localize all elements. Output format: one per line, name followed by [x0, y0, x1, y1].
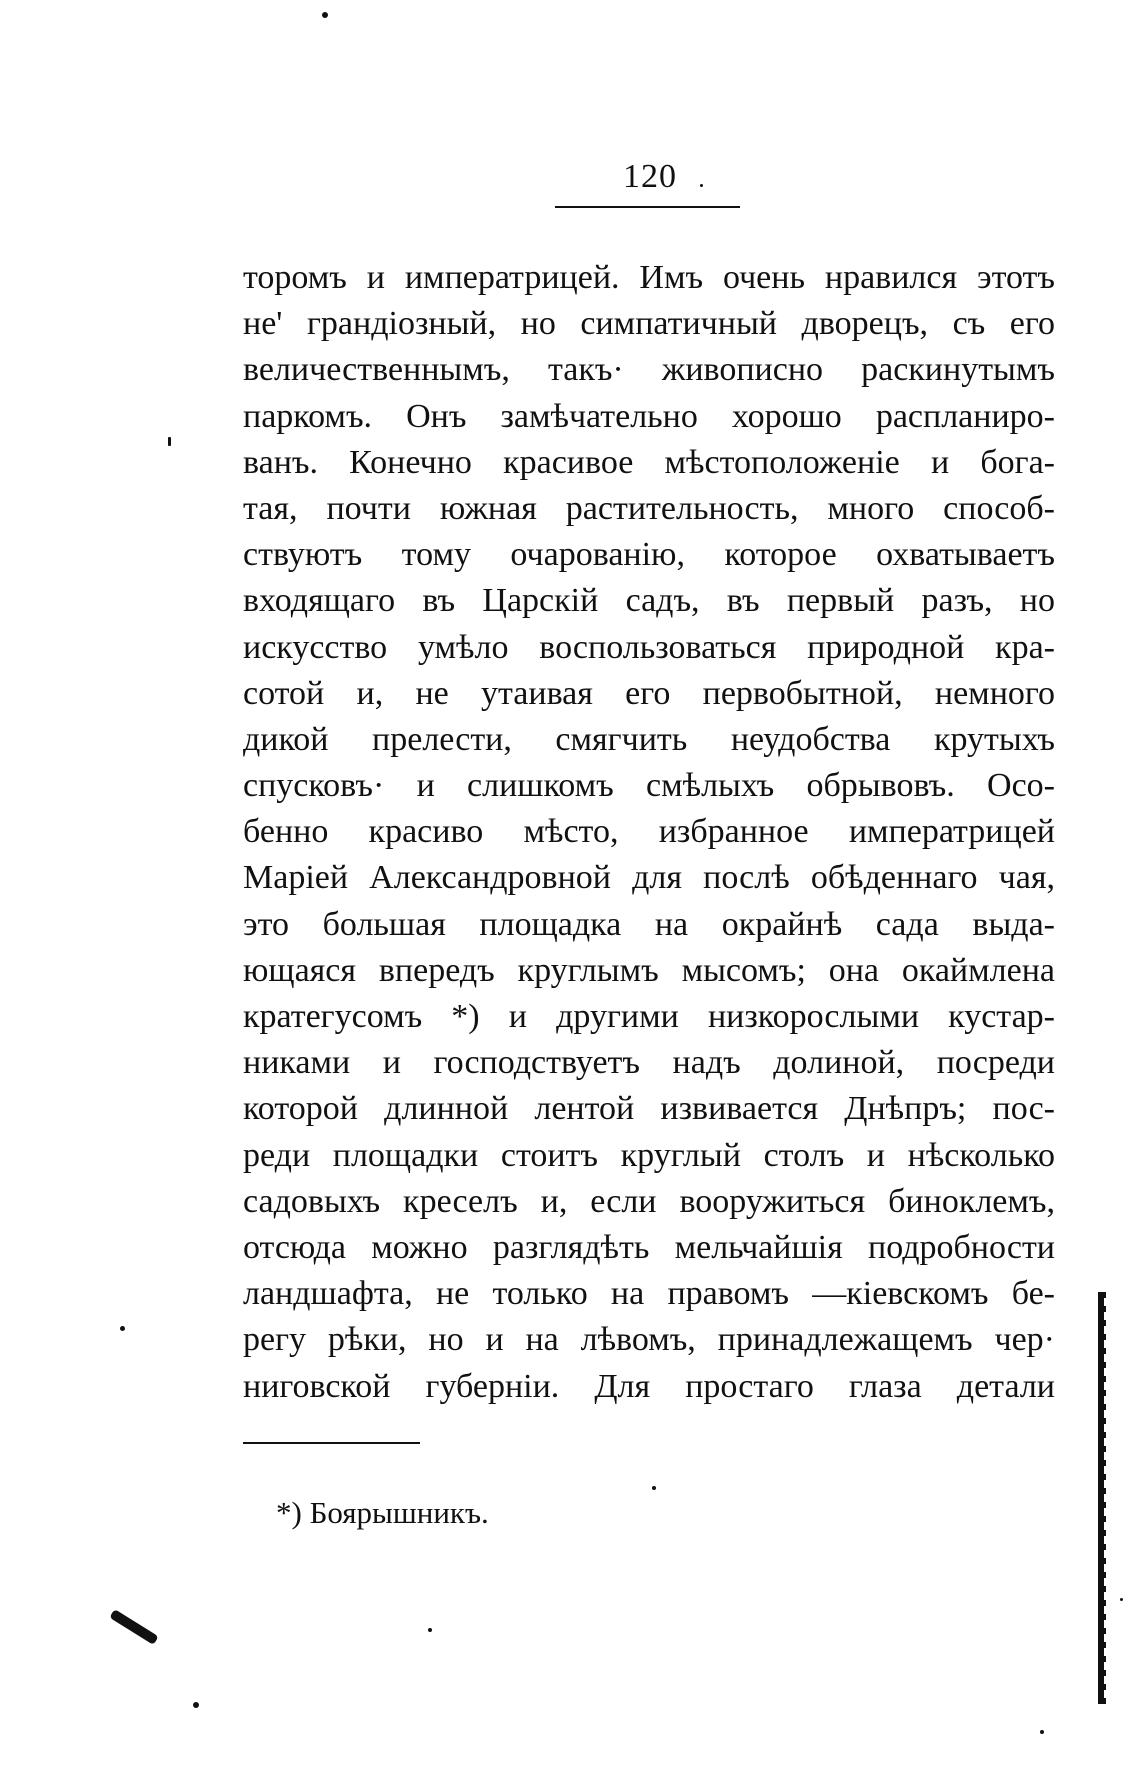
text-line: дикой прелести, смягчить неудобства крутыхъ [243, 720, 1055, 758]
text-line: величественнымъ, такъ· живописно раскинутымъ [243, 351, 1055, 389]
body-text [243, 255, 1055, 1410]
text-line: торомъ и императрицей. Имъ очень нравился этотъ [243, 259, 1055, 296]
text-line: искусство умѣло воспользоваться природной кра- [243, 628, 1055, 666]
scan-speck [1040, 1730, 1044, 1734]
edge-bar-dashes [1104, 1292, 1106, 1704]
scan-speck [193, 1702, 199, 1708]
text-line: спусковъ· и слишкомъ смѣлыхъ обрывовъ. Осо- [243, 767, 1055, 805]
ink-smudge [109, 1609, 158, 1645]
text-line: которой длинной лентой извивается Днѣпръ; пос- [243, 1090, 1055, 1128]
text-line: ствуютъ тому очарованію, которое охватываетъ [243, 536, 1055, 574]
text-line: никами и господствуетъ надъ долиной, посреди [243, 1044, 1055, 1082]
text-line: ванъ. Конечно красивое мѣстоположеніе и бога- [243, 443, 1055, 481]
scan-speck [322, 12, 328, 18]
page-number: 120 [623, 158, 677, 195]
scan-speck [652, 1486, 656, 1490]
text-line: ющаяся впередъ круглымъ мысомъ; она окаймлена [243, 951, 1055, 989]
text-line: паркомъ. Онъ замѣчательно хорошо распланиро- [243, 397, 1055, 435]
text-line: это большая площадка на окрайнѣ сада выда- [243, 905, 1055, 943]
text-line: отсюда можно разглядѣть мельчайшія подробности [243, 1228, 1055, 1266]
text-line: бенно красиво мѣсто, избранное императрицей [243, 813, 1055, 851]
header-rule [555, 206, 740, 208]
text-line: садовыхъ креселъ и, если вооружиться биноклемъ, [243, 1182, 1055, 1220]
scan-speck [168, 437, 171, 446]
text-line: не' грандіозный, но симпатичный дворецъ, съ его [243, 305, 1055, 343]
scan-speck [700, 184, 703, 187]
scan-speck [120, 1326, 125, 1331]
text-line: кратегусомъ *) и другими низкорослыми кустар- [243, 998, 1055, 1035]
text-line: входящаго въ Царскій садъ, въ первый разъ, но [243, 582, 1055, 620]
text-line: ландшафта, не только на правомъ —кіевскомъ бе- [243, 1275, 1055, 1313]
text-line: ниговской губерніи. Для простаго глаза детали [243, 1367, 1055, 1405]
text-line: тая, почти южная растительность, много способ- [243, 489, 1055, 527]
text-line: реди площадки стоитъ круглый столъ и нѣсколько [243, 1136, 1055, 1174]
footnote: *) Боярышникъ. [276, 1495, 489, 1530]
footnote-rule [243, 1442, 420, 1444]
scan-speck [1120, 1598, 1123, 1601]
scan-speck [428, 1628, 432, 1632]
text-line: сотой и, не утаивая его первобытной, немного [243, 674, 1055, 712]
text-line: регу рѣки, но и на лѣвомъ, принадлежащемъ чер· [243, 1321, 1055, 1359]
text-line: Маріей Александровной для послѣ обѣденнаго чая, [243, 859, 1055, 897]
